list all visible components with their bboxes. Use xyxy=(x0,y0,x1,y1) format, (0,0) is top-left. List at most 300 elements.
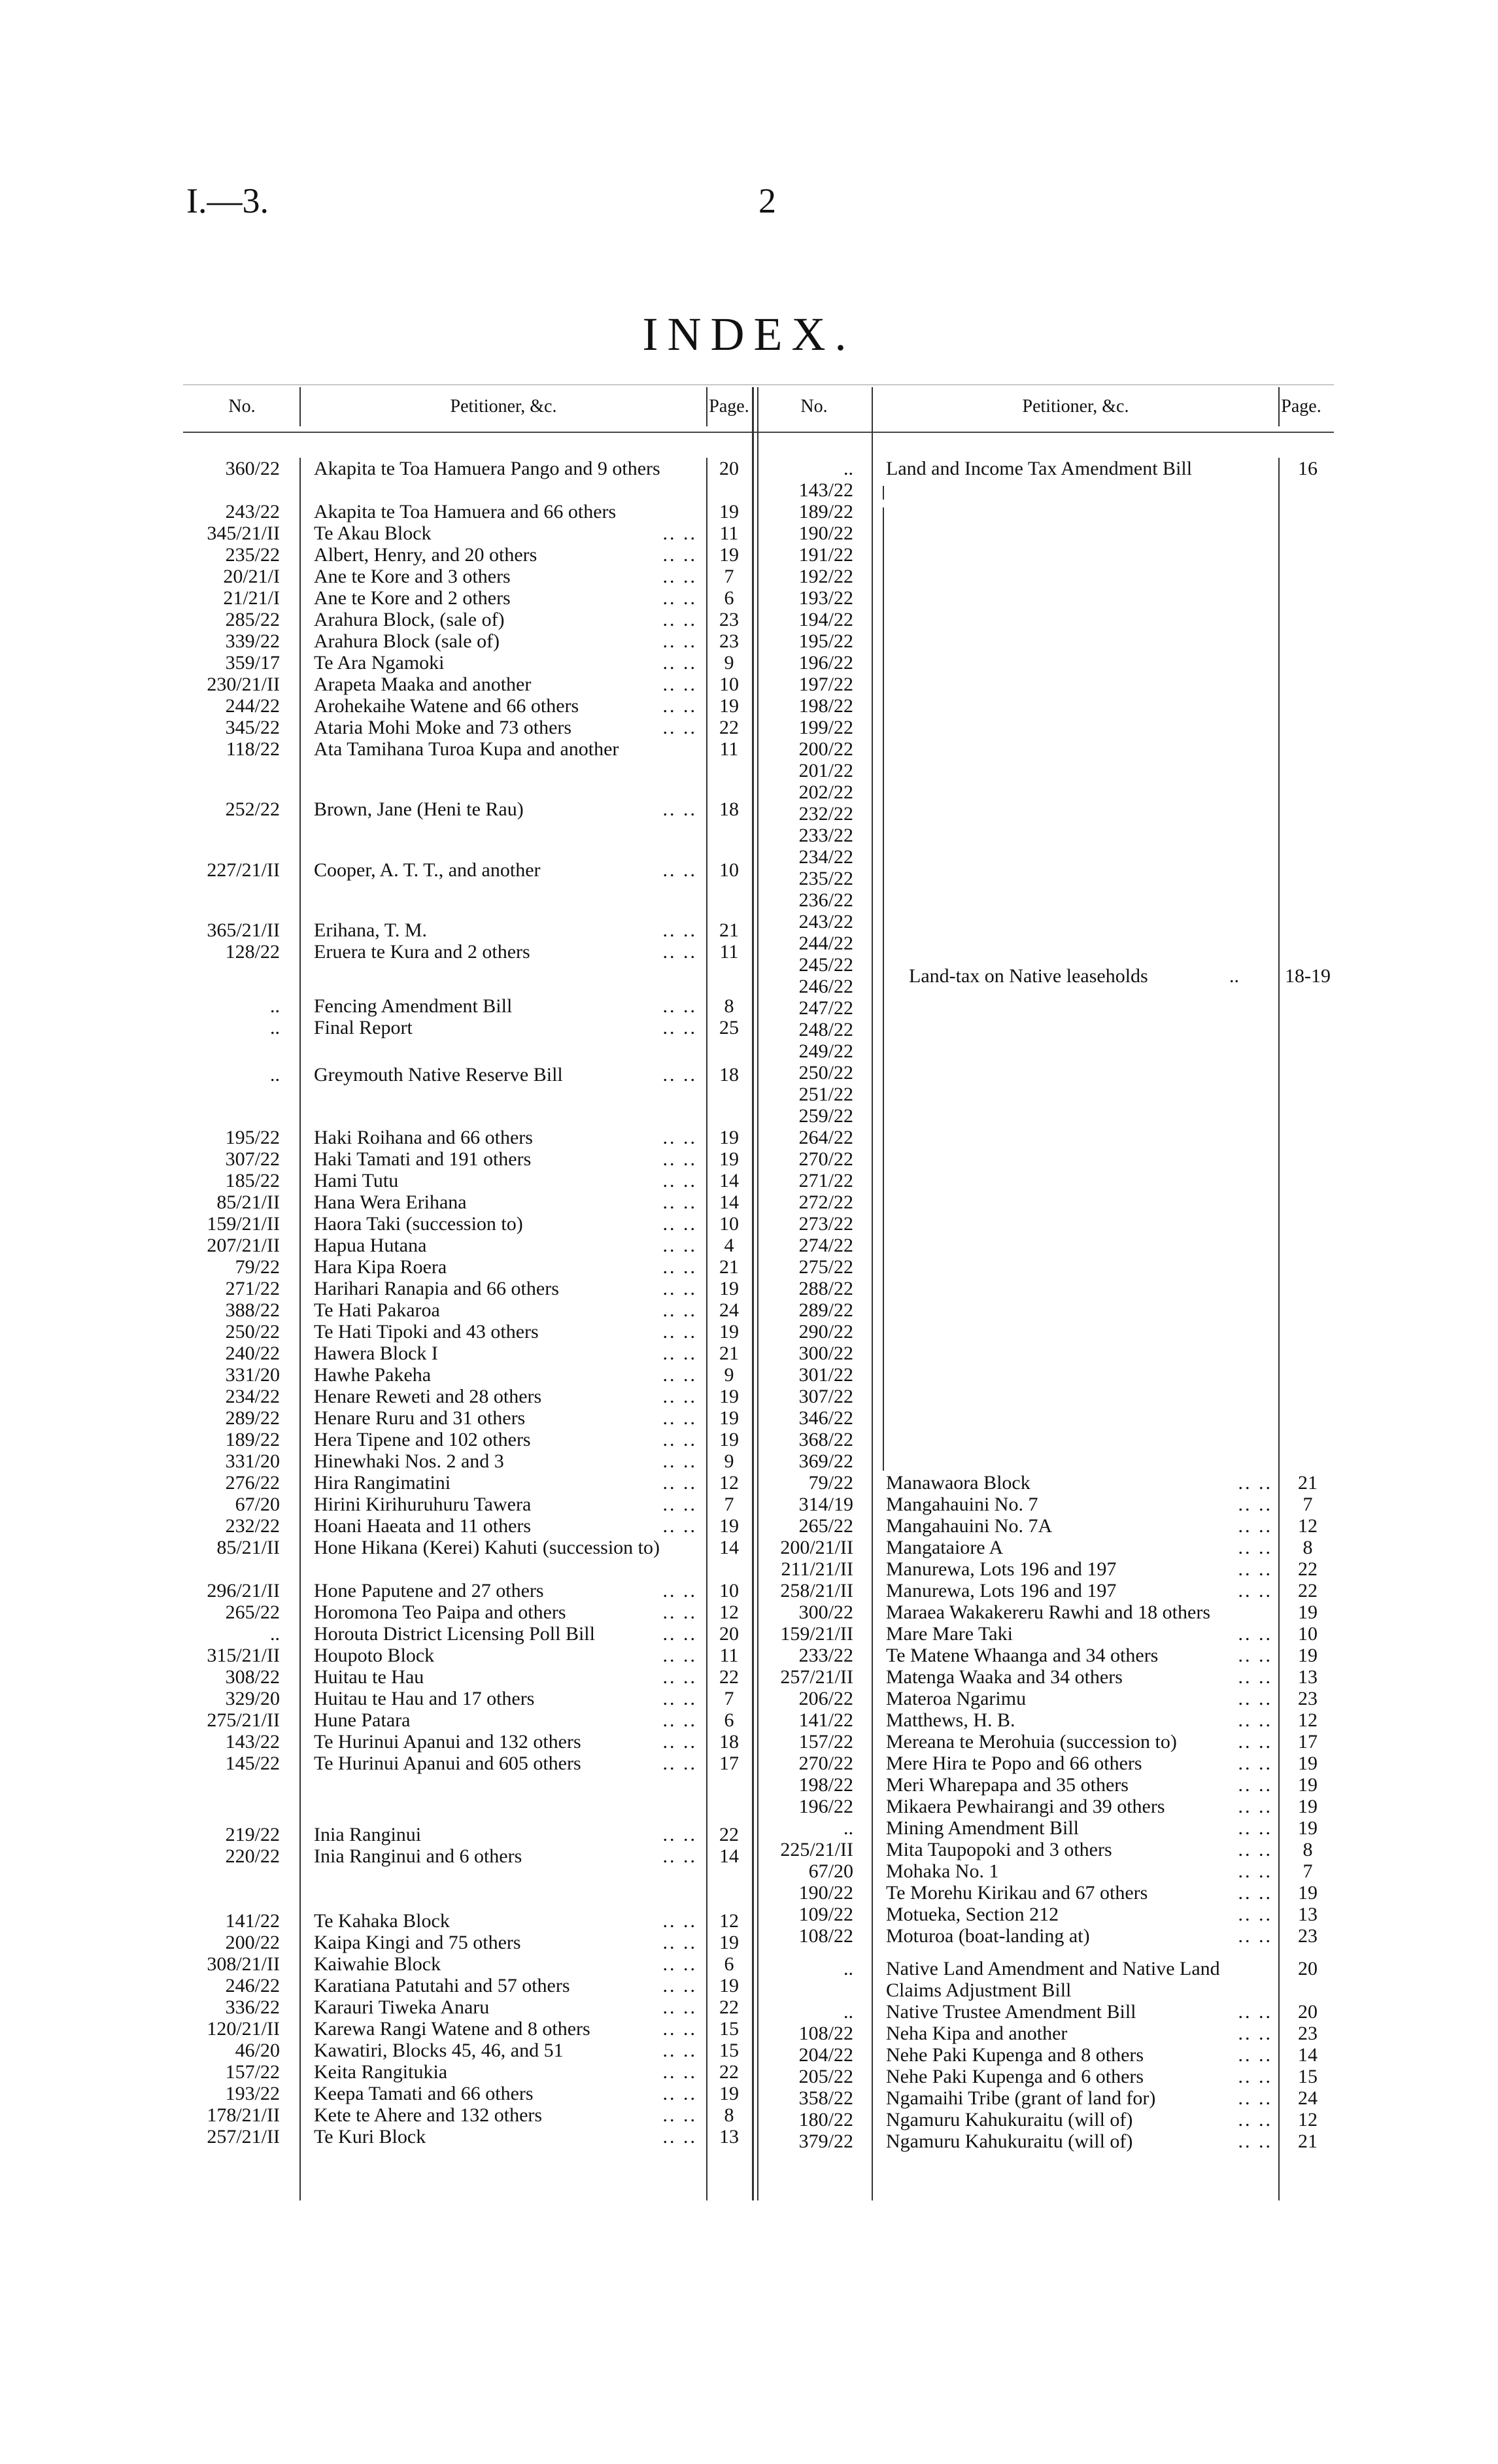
leader-dots: .. .. xyxy=(1238,1796,1272,1817)
entry-page: 22 xyxy=(719,1823,739,1845)
group-label: Land-tax on Native leaseholds xyxy=(909,965,1148,987)
entry-page: 7 xyxy=(1302,1494,1313,1515)
entry-petitioner-text: Hera Tipene and 102 others xyxy=(314,1429,531,1450)
entry-petitioner xyxy=(314,1580,700,1601)
entry-petitioner xyxy=(886,1645,1275,1666)
entry-petitioner xyxy=(314,1515,700,1537)
entry-number: 246/22 xyxy=(798,976,853,997)
rule xyxy=(1278,458,1280,2200)
entry-petitioner xyxy=(314,1170,700,1191)
entry-petitioner xyxy=(886,2044,1275,2066)
entry-number: 109/22 xyxy=(798,1904,853,1925)
entry-petitioner xyxy=(314,1213,700,1235)
leader-dots: .. .. xyxy=(1238,1731,1272,1753)
rule xyxy=(872,387,873,2200)
leader-dots: .. .. xyxy=(1238,2044,1272,2066)
entry-number: 240/22 xyxy=(225,1343,280,1364)
entry-petitioner xyxy=(886,2130,1275,2152)
leader-dots: .. .. xyxy=(662,1256,697,1278)
entry-page: 19 xyxy=(1298,1645,1318,1666)
leader-dots: .. .. xyxy=(662,1731,697,1753)
entry-number: 265/22 xyxy=(225,1601,280,1623)
entry-page: 23 xyxy=(1298,1688,1318,1709)
entry-number: 220/22 xyxy=(225,1845,280,1867)
entry-petitioner-text: Te Hurinui Apanui and 132 others xyxy=(314,1731,581,1753)
col-header-page: Page. xyxy=(709,396,749,417)
entry-number: 300/22 xyxy=(798,1343,853,1364)
entry-page: 12 xyxy=(1298,1515,1318,1537)
group-brace xyxy=(883,486,884,500)
entry-petitioner-text: Brown, Jane (Heni te Rau) xyxy=(314,798,524,821)
entry-petitioner xyxy=(314,1494,700,1515)
entry-number: 141/22 xyxy=(225,1909,280,1932)
entry-petitioner xyxy=(314,2040,700,2061)
entry-petitioner-text: Hirini Kirihuruhuru Tawera xyxy=(314,1494,532,1515)
entry-petitioner-text: Mereana te Merohuia (succession to) xyxy=(886,1731,1177,1753)
entry-page: 8 xyxy=(1302,1839,1313,1860)
entry-number: 359/17 xyxy=(225,652,280,674)
leader-dots: .. .. xyxy=(662,1364,697,1386)
leader-dots: .. .. xyxy=(1238,2065,1272,2087)
leader-dots: .. .. xyxy=(662,609,697,630)
entry-page: 9 xyxy=(724,652,734,674)
entry-number: 200/22 xyxy=(798,738,853,760)
entry-petitioner xyxy=(314,1321,700,1343)
entry-number: 244/22 xyxy=(225,695,280,717)
entry-petitioner xyxy=(314,674,700,695)
entry-petitioner-text: Hami Tutu xyxy=(314,1170,399,1191)
entry-petitioner-text: Manurewa, Lots 196 and 197 xyxy=(886,1558,1117,1580)
entry-number: 67/20 xyxy=(235,1494,280,1515)
leader-dots: .. .. xyxy=(662,798,697,821)
leader-dots: .. .. xyxy=(662,522,697,544)
entry-petitioner xyxy=(314,1148,700,1170)
entry-page: 22 xyxy=(719,717,739,738)
entry-page: 17 xyxy=(719,1753,739,1774)
entry-page: 20 xyxy=(1298,1957,1318,1979)
group-brace xyxy=(883,507,884,1471)
entry-page: 23 xyxy=(719,630,739,652)
entry-number: 120/21/II xyxy=(207,2017,280,2040)
entry-petitioner-text: Karauri Tiweka Anaru xyxy=(314,1996,490,2018)
entry-page: 19 xyxy=(1298,1882,1318,1904)
entry-page: 11 xyxy=(719,941,739,963)
entry-petitioner-text: Hone Hikana (Kerei) Kahuti (succession to) xyxy=(314,1537,660,1558)
entry-petitioner-text: Te Kuri Block xyxy=(314,2125,426,2147)
group-page: 18-19 xyxy=(1285,965,1331,987)
leader-dots: .. .. xyxy=(662,1753,697,1774)
entry-petitioner-text: Haki Roihana and 66 others xyxy=(314,1127,533,1148)
entry-petitioner-text: Karewa Rangi Watene and 8 others xyxy=(314,2017,590,2040)
entry-petitioner-text: Ngamuru Kahukuraitu (will of) xyxy=(886,2108,1133,2130)
entry-petitioner xyxy=(314,566,700,587)
rule xyxy=(706,458,707,2200)
entry-number: 233/22 xyxy=(798,1645,853,1666)
entry-number: 265/22 xyxy=(798,1515,853,1537)
entry-page: 19 xyxy=(719,1386,739,1407)
leader-dots: .. .. xyxy=(662,587,697,609)
leader-dots: .. .. xyxy=(662,919,697,942)
entry-petitioner xyxy=(314,1278,700,1299)
leader-dots: .. .. xyxy=(1238,1645,1272,1666)
entry-number: 79/22 xyxy=(235,1256,280,1278)
leader-dots: .. .. xyxy=(1238,2000,1272,2023)
entry-page: 15 xyxy=(719,2039,739,2061)
entry-petitioner-text: Matenga Waaka and 34 others xyxy=(886,1666,1123,1688)
entry-petitioner-text: Hara Kipa Roera xyxy=(314,1256,447,1278)
entry-number: 108/22 xyxy=(798,2022,853,2044)
leader-dots: .. .. xyxy=(662,1666,697,1688)
leader-dots: .. .. xyxy=(1238,1774,1272,1796)
entry-number: 67/20 xyxy=(808,1860,853,1882)
entry-number: 145/22 xyxy=(225,1753,280,1774)
leader-dots: .. .. xyxy=(1238,1925,1272,1947)
entry-petitioner xyxy=(886,1796,1275,1817)
entry-page: 21 xyxy=(719,1256,739,1278)
entry-number: 191/22 xyxy=(798,544,853,566)
entry-page: 19 xyxy=(1298,1796,1318,1817)
entry-number: 243/22 xyxy=(798,911,853,933)
entry-number: 234/22 xyxy=(225,1386,280,1407)
leader-dots: .. .. xyxy=(1238,2022,1272,2044)
entry-page: 19 xyxy=(719,544,739,566)
leader-dots: .. .. xyxy=(662,1299,697,1321)
leader-dots: .. .. xyxy=(1238,1904,1272,1925)
entry-number: 339/22 xyxy=(225,630,280,652)
entry-petitioner xyxy=(314,2061,700,2083)
leader-dots: .. .. xyxy=(662,1191,697,1213)
entry-number: 201/22 xyxy=(798,760,853,781)
entry-number: 275/22 xyxy=(798,1256,853,1278)
leader-dots: .. .. xyxy=(662,859,697,881)
header-bottom-rule xyxy=(183,432,1334,433)
leader-dots: .. .. xyxy=(662,1213,697,1235)
entry-page: 11 xyxy=(719,1645,739,1666)
entry-page: 19 xyxy=(719,501,739,522)
entry-number: 307/22 xyxy=(225,1148,280,1170)
entry-petitioner-text: Ngamaihi Tribe (grant of land for) xyxy=(886,2087,1156,2109)
entry-petitioner xyxy=(886,1882,1275,1904)
entry-number: 301/22 xyxy=(798,1364,853,1386)
leader-dots: .. .. xyxy=(1238,1882,1272,1904)
entry-number: 85/21/II xyxy=(216,1191,280,1213)
entry-number: 315/21/II xyxy=(207,1645,280,1666)
entry-number: 360/22 xyxy=(225,458,280,479)
entry-petitioner xyxy=(314,1731,700,1753)
entry-number: 252/22 xyxy=(225,798,280,821)
entry-page: 22 xyxy=(1298,1580,1318,1601)
entry-petitioner-text: Keepa Tamati and 66 others xyxy=(314,2082,534,2104)
entry-petitioner xyxy=(886,1515,1275,1537)
page-title: INDEX. xyxy=(642,308,856,360)
entry-petitioner-text: Matthews, H. B. xyxy=(886,1709,1015,1731)
entry-number: 243/22 xyxy=(225,501,280,522)
entry-petitioner-text: Hone Paputene and 27 others xyxy=(314,1580,544,1601)
entry-number: .. xyxy=(270,1623,280,1645)
entry-number: 190/22 xyxy=(798,522,853,544)
entry-petitioner-text: Te Hati Pakaroa xyxy=(314,1299,440,1321)
entry-petitioner xyxy=(314,501,700,522)
rule xyxy=(299,387,301,426)
entry-petitioner xyxy=(886,2023,1275,2044)
entry-page: 7 xyxy=(1302,1860,1313,1882)
entry-page: 12 xyxy=(719,1601,739,1623)
report-reference: I.—3. xyxy=(186,181,269,220)
entry-number: 143/22 xyxy=(225,1731,280,1753)
leader-dots: .. .. xyxy=(662,1321,697,1343)
entry-page: 19 xyxy=(719,2082,739,2104)
entry-number: 207/21/II xyxy=(207,1235,280,1256)
leader-dots: .. .. xyxy=(662,1623,697,1645)
entry-petitioner xyxy=(314,1429,700,1450)
entry-petitioner xyxy=(314,1299,700,1321)
entry-petitioner xyxy=(314,630,700,652)
rule xyxy=(706,387,707,426)
entry-number: 288/22 xyxy=(798,1278,853,1299)
entry-page: 19 xyxy=(1298,1753,1318,1774)
entry-petitioner xyxy=(314,1645,700,1666)
entry-petitioner xyxy=(886,2066,1275,2087)
leader-dots: .. .. xyxy=(662,1278,697,1299)
entry-page: 23 xyxy=(1298,2022,1318,2044)
entry-petitioner xyxy=(314,1996,700,2018)
entry-page: 15 xyxy=(719,2017,739,2040)
entry-number: .. xyxy=(843,1957,853,1979)
entry-page: 9 xyxy=(724,1364,734,1386)
entry-page: 11 xyxy=(719,738,739,760)
entry-petitioner-text: Ngamuru Kahukuraitu (will of) xyxy=(886,2130,1133,2152)
leader-dots: .. .. xyxy=(662,1974,697,1996)
entry-number: 200/22 xyxy=(225,1931,280,1953)
entry-petitioner-text: Eruera te Kura and 2 others xyxy=(314,941,530,963)
leader-dots: .. .. xyxy=(662,652,697,674)
entry-page: 4 xyxy=(724,1235,734,1256)
leader-dots: .. .. xyxy=(662,1429,697,1450)
entry-page: 13 xyxy=(719,2125,739,2147)
leader-dots: .. .. xyxy=(662,1601,697,1623)
entry-number: 236/22 xyxy=(798,889,853,911)
entry-petitioner-text: Maraea Wakakereru Rawhi and 18 others xyxy=(886,1601,1210,1623)
entry-number: 21/21/I xyxy=(223,587,280,609)
entry-petitioner xyxy=(886,1666,1275,1688)
entry-petitioner xyxy=(314,995,700,1017)
entry-petitioner xyxy=(314,695,700,717)
entry-number: 336/22 xyxy=(225,1996,280,2018)
leader-dots: .. .. xyxy=(662,2039,697,2061)
entry-number: 275/21/II xyxy=(207,1709,280,1731)
leader-dots: .. .. xyxy=(662,695,697,717)
entry-petitioner-text: Hana Wera Erihana xyxy=(314,1191,467,1213)
entry-number: 118/22 xyxy=(226,738,280,760)
entry-number: 289/22 xyxy=(798,1299,853,1321)
entry-number: 258/21/II xyxy=(780,1580,853,1601)
entry-petitioner-text: Te Kahaka Block xyxy=(314,1909,450,1932)
entry-petitioner-text: Kaiwahie Block xyxy=(314,1953,441,1975)
entry-page: 22 xyxy=(719,2061,739,2083)
entry-page: 8 xyxy=(1302,1537,1313,1558)
entry-petitioner xyxy=(314,2083,700,2104)
entry-petitioner xyxy=(314,859,700,881)
leader-dots: .. .. xyxy=(1238,1580,1272,1601)
entry-petitioner-text: Motueka, Section 212 xyxy=(886,1904,1059,1925)
entry-petitioner-text: Native Trustee Amendment Bill xyxy=(886,2000,1136,2023)
entry-petitioner-text: Greymouth Native Reserve Bill xyxy=(314,1064,563,1086)
entry-page: 12 xyxy=(1298,2108,1318,2130)
entry-petitioner xyxy=(314,2018,700,2040)
entry-page: 13 xyxy=(1298,1666,1318,1688)
entry-page: 14 xyxy=(719,1537,739,1558)
leader-dots: .. .. xyxy=(662,2104,697,2126)
entry-petitioner xyxy=(314,652,700,674)
entry-petitioner-text: Haora Taki (succession to) xyxy=(314,1213,523,1235)
entry-petitioner xyxy=(886,1839,1275,1860)
entry-petitioner-text: Mare Mare Taki xyxy=(886,1623,1013,1645)
entry-number: 46/20 xyxy=(235,2039,280,2061)
entry-number: 307/22 xyxy=(798,1386,853,1407)
entry-petitioner xyxy=(314,1407,700,1429)
entry-page: 21 xyxy=(719,1343,739,1364)
entry-petitioner-text: Fencing Amendment Bill xyxy=(314,995,513,1017)
entry-number: 20/21/I xyxy=(223,566,280,587)
entry-number: 270/22 xyxy=(798,1148,853,1170)
entry-page: 19 xyxy=(719,1127,739,1148)
leader-dots: .. .. xyxy=(1238,1558,1272,1580)
entry-petitioner-text: Nehe Paki Kupenga and 8 others xyxy=(886,2044,1144,2066)
entry-petitioner-text: Mangataiore A xyxy=(886,1537,1004,1558)
leader-dots: .. .. xyxy=(662,1127,697,1148)
entry-number: 232/22 xyxy=(225,1515,280,1537)
entry-petitioner xyxy=(886,1688,1275,1709)
entry-number: 300/22 xyxy=(798,1601,853,1623)
entry-number: 314/19 xyxy=(798,1494,853,1515)
entry-petitioner-text: Horomona Teo Paipa and others xyxy=(314,1601,566,1623)
entry-petitioner xyxy=(314,941,700,963)
entry-page: 18 xyxy=(719,1731,739,1753)
entry-petitioner xyxy=(314,1753,700,1774)
entry-number: 259/22 xyxy=(798,1105,853,1127)
entry-page: 6 xyxy=(724,1953,734,1975)
entry-number: 379/22 xyxy=(798,2130,853,2152)
entry-page: 10 xyxy=(1298,1623,1318,1645)
col-header-no: No. xyxy=(228,396,256,417)
entry-petitioner-text: Hoani Haeata and 11 others xyxy=(314,1515,532,1537)
entry-petitioner-text: Kawatiri, Blocks 45, 46, and 51 xyxy=(314,2039,564,2061)
entry-number: 189/22 xyxy=(798,501,853,522)
leader-dots: .. .. xyxy=(662,1386,697,1407)
entry-petitioner xyxy=(314,522,700,544)
entry-number: 345/22 xyxy=(225,717,280,738)
entry-petitioner xyxy=(886,1731,1275,1753)
leader-dots: .. .. xyxy=(662,566,697,587)
entry-number: .. xyxy=(270,1064,280,1086)
entry-petitioner xyxy=(314,1845,700,1867)
entry-number: 346/22 xyxy=(798,1407,853,1429)
entry-page: 7 xyxy=(724,566,734,587)
leader-dots: .. .. xyxy=(1238,2130,1272,2152)
entry-page: 24 xyxy=(719,1299,739,1321)
entry-petitioner xyxy=(886,2087,1275,2109)
entry-number: 250/22 xyxy=(225,1321,280,1343)
leader-dots: .. .. xyxy=(662,1645,697,1666)
entry-petitioner xyxy=(886,2109,1275,2130)
entry-page: 22 xyxy=(1298,1558,1318,1580)
entry-number: 251/22 xyxy=(798,1084,853,1105)
entry-petitioner xyxy=(314,1017,700,1038)
entry-number: 271/22 xyxy=(225,1278,280,1299)
entry-petitioner-text: Mangahauini No. 7 xyxy=(886,1494,1038,1515)
leader-dots: .. .. xyxy=(662,1931,697,1953)
entry-number: 196/22 xyxy=(798,652,853,674)
entry-number: 296/21/II xyxy=(207,1580,280,1601)
leader-dots: .. .. xyxy=(1238,2108,1272,2130)
leader-dots: .. .. xyxy=(1238,2087,1272,2109)
entry-petitioner-text: Albert, Henry, and 20 others xyxy=(314,544,537,566)
leader-dots: .. .. xyxy=(1238,1688,1272,1709)
entry-petitioner xyxy=(314,798,700,820)
entry-petitioner xyxy=(314,1688,700,1709)
rule xyxy=(299,458,301,2200)
entry-page: 22 xyxy=(719,1666,739,1688)
entry-number: .. xyxy=(843,1817,853,1839)
entry-petitioner-text: Arahura Block, (sale of) xyxy=(314,609,505,630)
leader-dots: .. .. xyxy=(1238,1666,1272,1688)
entry-number: 235/22 xyxy=(798,868,853,889)
entry-number: 276/22 xyxy=(225,1472,280,1494)
entry-petitioner xyxy=(314,1953,700,1975)
entry-number: 227/21/II xyxy=(207,859,280,881)
entry-petitioner xyxy=(314,1235,700,1256)
entry-petitioner xyxy=(886,1580,1275,1601)
entry-number: 248/22 xyxy=(798,1019,853,1040)
entry-number: 157/22 xyxy=(225,2061,280,2083)
entry-petitioner-text: Huitau te Hau xyxy=(314,1666,424,1688)
entry-petitioner-text: Erihana, T. M. xyxy=(314,919,428,942)
leader-dots: .. .. xyxy=(662,1953,697,1975)
entry-page: 19 xyxy=(719,1407,739,1429)
entry-number: 247/22 xyxy=(798,997,853,1019)
entry-number: 193/22 xyxy=(225,2082,280,2104)
entry-petitioner xyxy=(314,1386,700,1407)
col-header-petitioner-right: Petitioner, &c. xyxy=(1022,396,1129,417)
entry-number: 193/22 xyxy=(798,587,853,609)
entry-petitioner-text: Native Land Amendment and Native Land Claims Adjustment Bill xyxy=(886,1957,1220,2001)
entry-number: 180/22 xyxy=(798,2108,853,2130)
entry-page: 19 xyxy=(719,1278,739,1299)
leader-dots: .. .. xyxy=(662,1688,697,1709)
entry-number: 190/22 xyxy=(798,1882,853,1904)
entry-page: 13 xyxy=(1298,1904,1318,1925)
entry-page: 19 xyxy=(1298,1774,1318,1796)
entry-petitioner xyxy=(886,1774,1275,1796)
leader-dots: .. .. xyxy=(1238,1472,1272,1494)
leader-dots: .. .. xyxy=(662,1909,697,1932)
leader-dots: .. .. xyxy=(662,630,697,652)
entry-number: 329/20 xyxy=(225,1688,280,1709)
entry-number: 211/21/II xyxy=(781,1558,853,1580)
leader-dots: .. .. xyxy=(662,1823,697,1845)
entry-petitioner-text: Huitau te Hau and 17 others xyxy=(314,1688,535,1709)
entry-number: 219/22 xyxy=(225,1823,280,1845)
entry-number: 249/22 xyxy=(798,1040,853,1062)
entry-number: 232/22 xyxy=(798,803,853,825)
leader-dots: .. .. xyxy=(662,1148,697,1170)
entry-petitioner xyxy=(314,1975,700,1996)
leader-dots: .. .. xyxy=(1238,1753,1272,1774)
entry-page: 7 xyxy=(724,1688,734,1709)
entry-number: 244/22 xyxy=(798,933,853,954)
entry-petitioner xyxy=(886,1958,1275,2001)
entry-petitioner xyxy=(886,1817,1275,1839)
